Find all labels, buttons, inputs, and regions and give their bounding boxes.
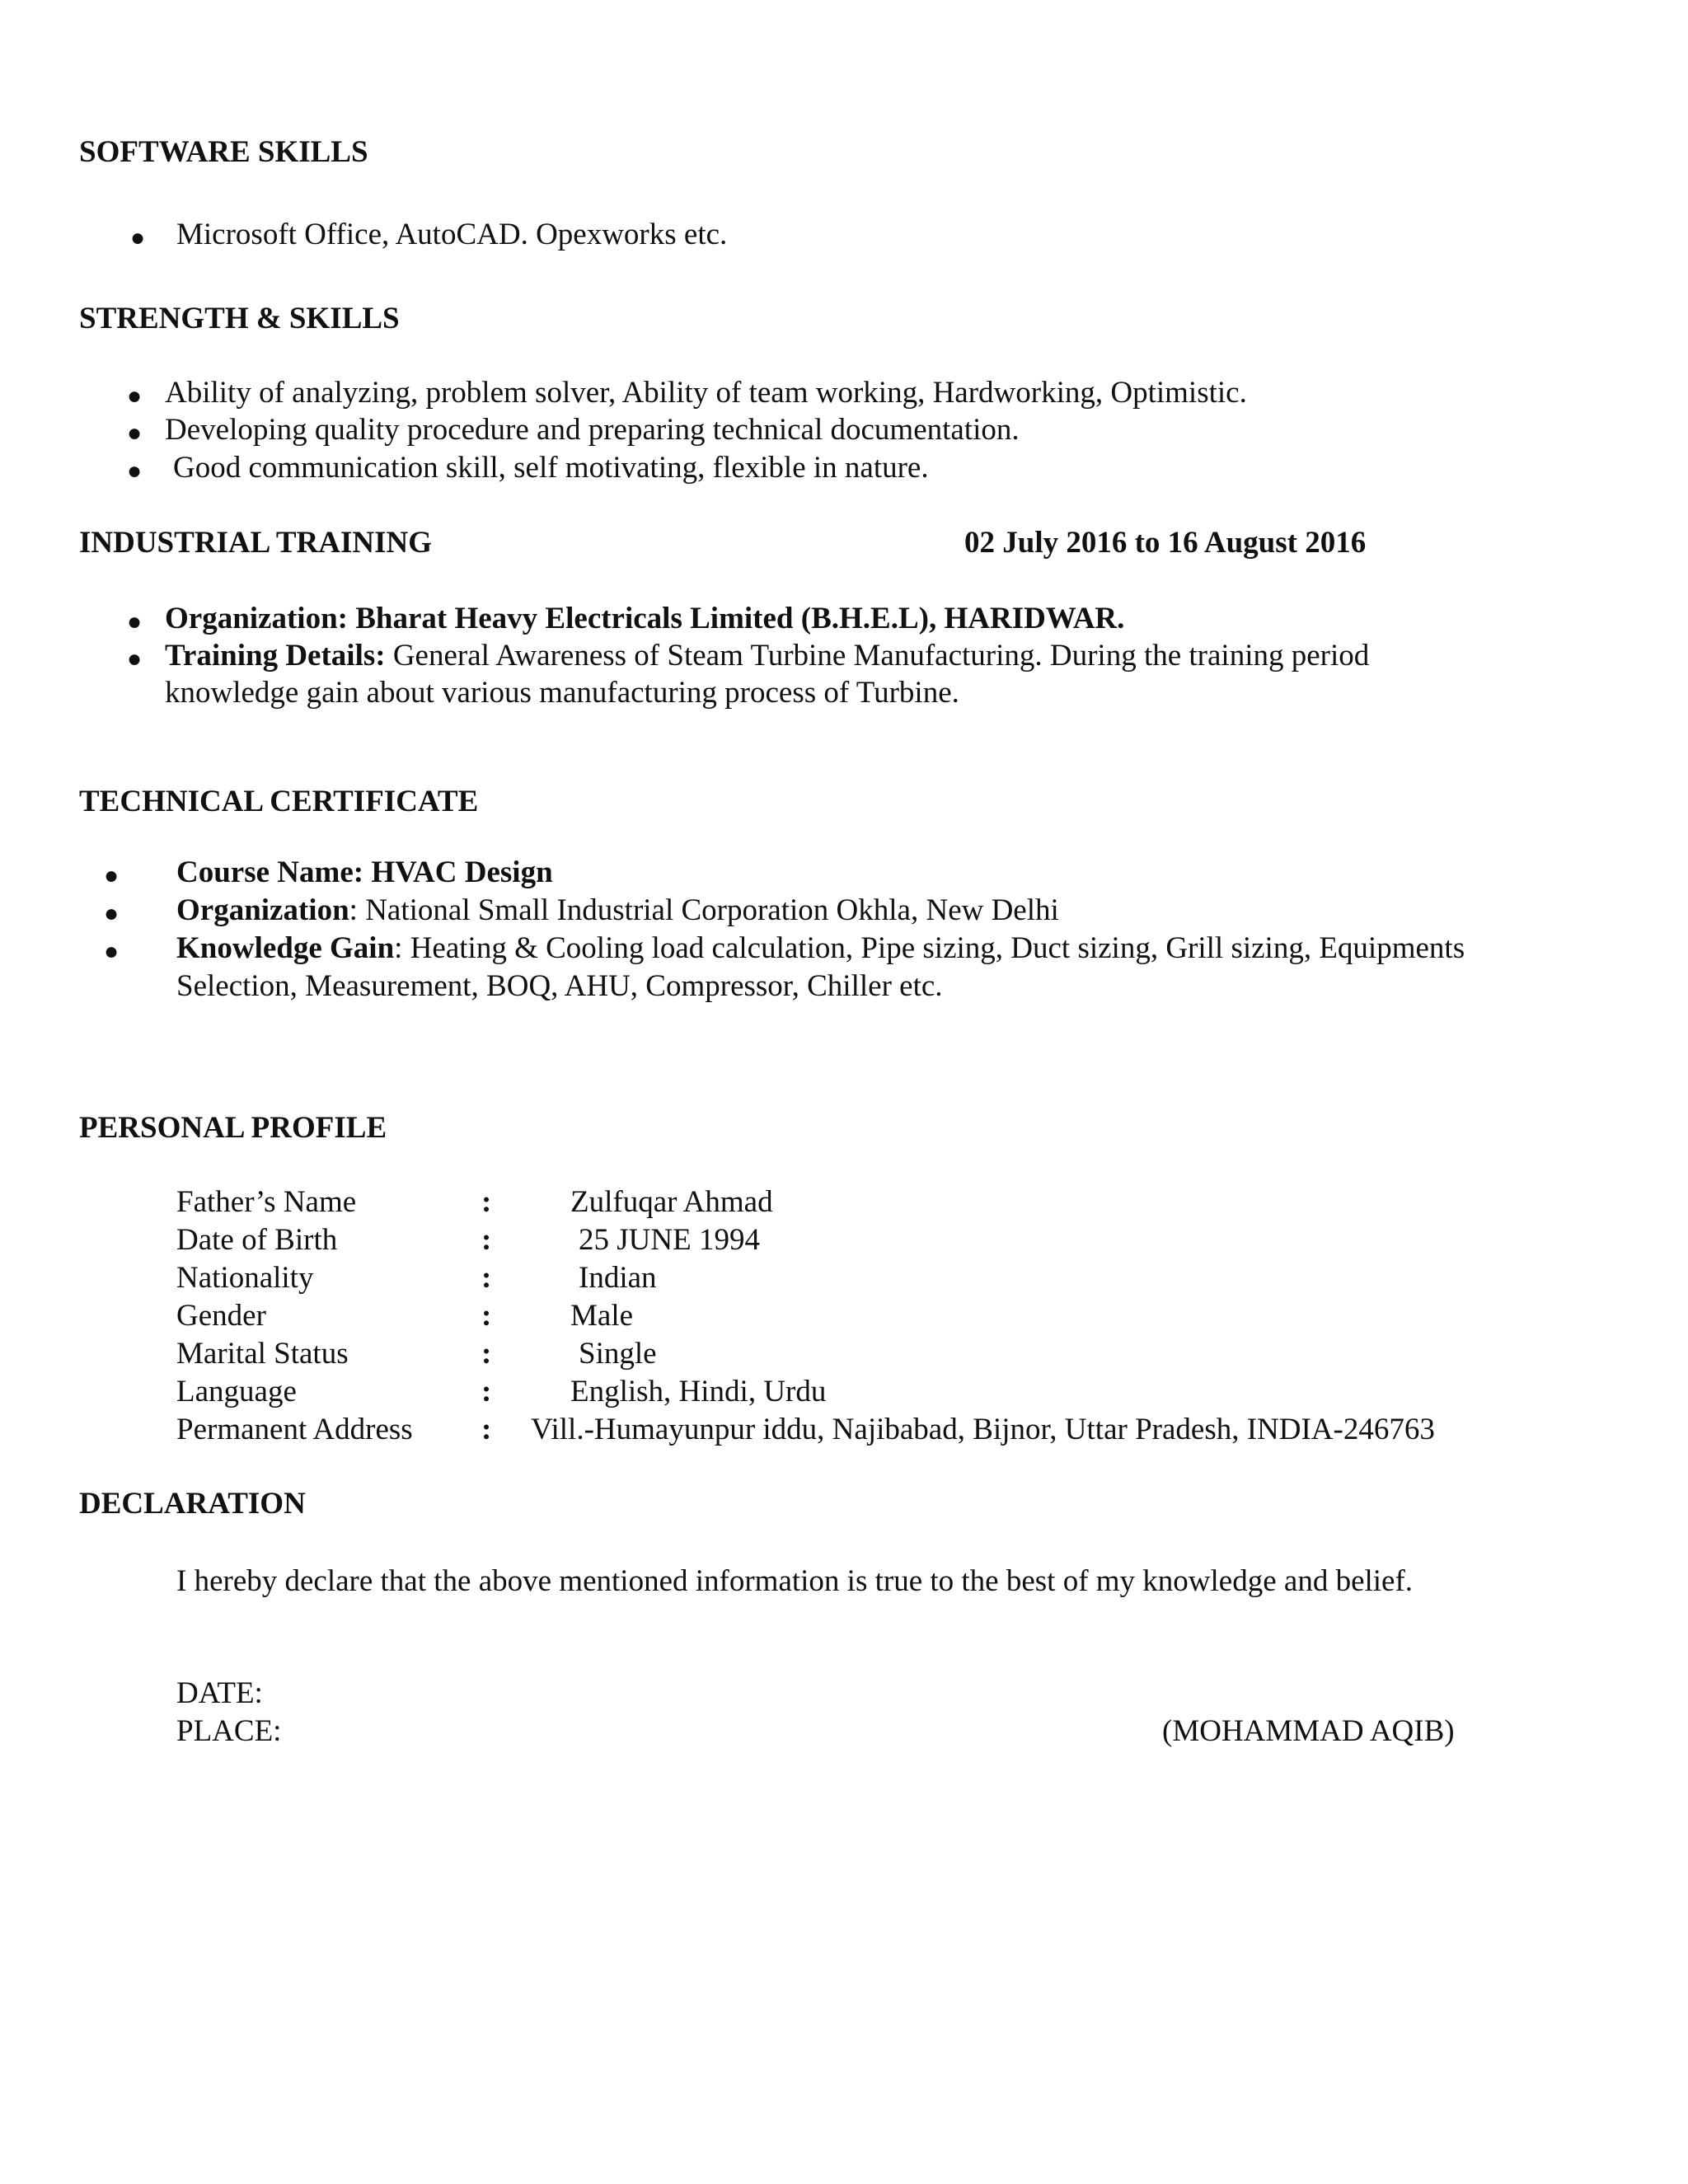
- profile-label: Marital Status: [176, 1337, 349, 1371]
- strength-item: Good communication skill, self motivating, flexible in nature.: [173, 451, 929, 485]
- training-date-range: 02 July 2016 to 16 August 2016: [964, 526, 1367, 560]
- declaration-text: I hereby declare that the above mentioned information is true to the best of my knowledge and belief.: [176, 1564, 1414, 1598]
- profile-label: Language: [176, 1375, 297, 1408]
- certificate-knowledge-label: Knowledge Gain: [176, 931, 395, 965]
- technical-certificate-heading: TECHNICAL CERTIFICATE: [79, 785, 479, 818]
- profile-colon: :: [481, 1185, 492, 1219]
- profile-label: Father’s Name: [176, 1185, 357, 1219]
- training-org-value: Bharat Heavy Electricals Limited (B.H.E.L), HARIDWAR.: [355, 602, 1125, 635]
- personal-profile-heading: PERSONAL PROFILE: [79, 1111, 387, 1145]
- certificate-knowledge-value: : Heating & Cooling load calculation, Pipe sizing, Duct sizing, Grill sizing, Equipments: [394, 931, 1465, 965]
- certificate-course-value: HVAC Design: [371, 855, 553, 889]
- certificate-org-value: : National Small Industrial Corporation Okhla, New Delhi: [349, 893, 1059, 927]
- certificate-organization: [176, 892, 1059, 930]
- training-details-value: General Awareness of Steam Turbine Manufacturing. During the training period: [392, 639, 1370, 673]
- bullet-icon: ●: [127, 382, 143, 410]
- training-organization: [165, 600, 1124, 638]
- bullet-icon: ●: [127, 645, 143, 673]
- signature-name: (MOHAMMAD AQIB): [1162, 1714, 1455, 1748]
- profile-label: Permanent Address: [176, 1413, 413, 1446]
- profile-label: Date of Birth: [176, 1223, 338, 1257]
- certificate-course: [176, 854, 553, 892]
- bullet-icon: ●: [104, 938, 120, 965]
- bullet-icon: ●: [127, 608, 143, 635]
- profile-value: Male: [570, 1299, 634, 1333]
- bullet-icon: ●: [104, 900, 120, 927]
- training-details-label: Training Details:: [165, 639, 386, 673]
- profile-value: Zulfuqar Ahmad: [570, 1185, 773, 1219]
- declaration-heading: DECLARATION: [79, 1487, 306, 1521]
- certificate-course-label: Course Name:: [176, 855, 364, 889]
- certificate-org-label: Organization: [176, 893, 349, 927]
- profile-value: 25 JUNE 1994: [579, 1223, 760, 1257]
- training-details: [165, 637, 1369, 675]
- date-label: DATE:: [176, 1676, 263, 1710]
- industrial-training-heading: INDUSTRIAL TRAINING: [79, 526, 433, 560]
- bullet-icon: ●: [127, 457, 143, 485]
- bullet-icon: ●: [127, 419, 143, 447]
- place-label: PLACE:: [176, 1714, 282, 1748]
- strength-item: Developing quality procedure and preparing technical documentation.: [165, 413, 1020, 447]
- software-skills-heading: SOFTWARE SKILLS: [79, 135, 368, 169]
- profile-label: Gender: [176, 1299, 266, 1333]
- profile-colon: :: [481, 1223, 492, 1257]
- profile-colon: :: [481, 1261, 492, 1295]
- profile-value: English, Hindi, Urdu: [570, 1375, 827, 1408]
- profile-value: Indian: [579, 1261, 657, 1295]
- strength-skills-heading: STRENGTH & SKILLS: [79, 302, 400, 335]
- certificate-knowledge: [176, 930, 1465, 968]
- profile-colon: :: [481, 1299, 492, 1333]
- certificate-knowledge-continued: Selection, Measurement, BOQ, AHU, Compressor, Chiller etc.: [176, 969, 943, 1003]
- profile-colon: :: [481, 1337, 492, 1371]
- profile-colon: :: [481, 1375, 492, 1408]
- bullet-icon: ●: [130, 224, 146, 251]
- training-org-label: Organization:: [165, 602, 348, 635]
- profile-value: Vill.-Humayunpur iddu, Najibabad, Bijnor, Uttar Pradesh, INDIA-246763: [531, 1413, 1435, 1446]
- strength-item: Ability of analyzing, problem solver, Ability of team working, Hardworking, Optimistic.: [165, 376, 1247, 410]
- profile-value: Single: [579, 1337, 657, 1371]
- profile-label: Nationality: [176, 1261, 314, 1295]
- profile-colon: :: [481, 1413, 492, 1446]
- training-details-continued: knowledge gain about various manufacturing process of Turbine.: [165, 676, 959, 710]
- bullet-icon: ●: [104, 862, 120, 889]
- software-skills-item: Microsoft Office, AutoCAD. Opexworks etc.: [176, 218, 728, 251]
